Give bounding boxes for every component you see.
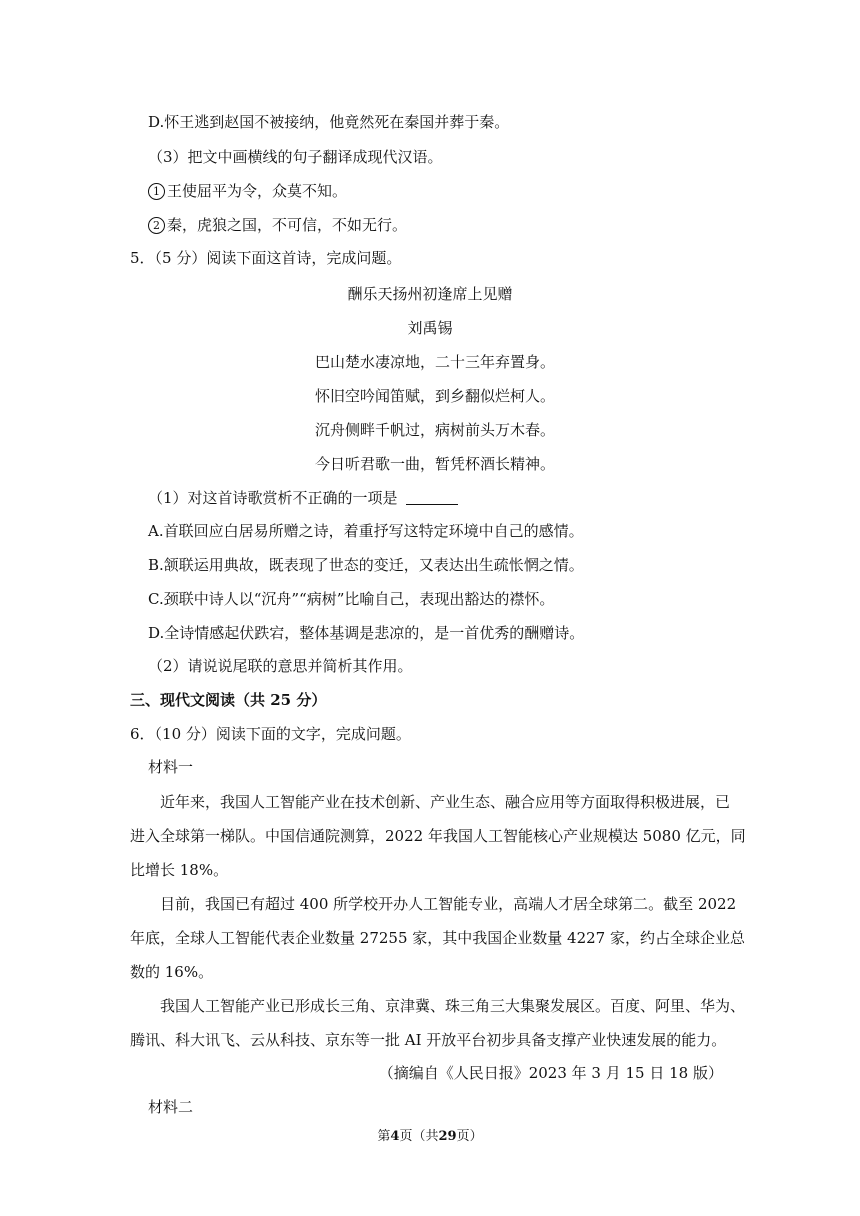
footer-mid: 页（共: [399, 1129, 439, 1144]
poem-title: 酬乐天扬州初逢席上见赠: [347, 285, 513, 303]
poem-line: 怀旧空吟闻笛赋，到乡翻似烂柯人。: [315, 387, 556, 405]
source-citation: （摘编自《人民日报》2023 年 3 月 15 日 18 版）: [378, 1064, 723, 1082]
answer-blank: [406, 490, 458, 505]
q5-stem: 5．（5 分）阅读下面这首诗，完成问题。: [130, 249, 402, 267]
poem-line: 沉舟侧畔千帆过，病树前头万木春。: [315, 421, 556, 439]
q4-sentence-1-text: 王使屈平为令，众莫不知。: [167, 182, 348, 200]
material-2-label: 材料二: [148, 1098, 194, 1116]
page-number: 4: [390, 1129, 400, 1144]
q5-sub-question-1: [148, 488, 458, 508]
q4-sentence-1: [148, 181, 347, 201]
footer-prefix: 第: [377, 1129, 391, 1144]
material-1-label: 材料一: [148, 758, 194, 776]
paragraph-line: 进入全球第一梯队。中国信通院测算，2022 年我国人工智能核心产业规模达 5080 亿元，同: [130, 827, 746, 845]
q5-option-c: C.颈联中诗人以“沉舟”“病树”比喻自己，表现出豁达的襟怀。: [148, 590, 555, 608]
paragraph-line: 我国人工智能产业已形成长三角、京津冀、珠三角三大集聚发展区。百度、阿里、华为、: [160, 997, 746, 1015]
q4-option-d: D.怀王逃到赵国不被接纳，他竟然死在秦国并葬于秦。: [148, 113, 510, 131]
paragraph-line: 年底，全球人工智能代表企业数量 27255 家，其中我国企业数量 4227 家，约占全球企业总: [130, 929, 745, 947]
q5-sub-question-1-text: （1）对这首诗歌赏析不正确的一项是: [148, 489, 398, 507]
poem-line: 巴山楚水凄凉地，二十三年弃置身。: [315, 353, 556, 371]
paragraph-line: 腾讯、科大讯飞、云从科技、京东等一批 AI 开放平台初步具备支撑产业快速发展的能力。: [130, 1031, 727, 1049]
q5-option-d: D.全诗情感起伏跌宕，整体基调是悲凉的，是一首优秀的酬赠诗。: [148, 624, 585, 642]
q4-sentence-2-text: 秦，虎狼之国，不可信，不如无行。: [167, 216, 408, 234]
q6-stem: 6．（10 分）阅读下面的文字，完成问题。: [130, 725, 411, 743]
poem-line: 今日听君歌一曲，暂凭杯酒长精神。: [315, 455, 556, 473]
q4-sub-question-3: （3）把文中画横线的句子翻译成现代汉语。: [148, 148, 443, 166]
circled-number-1: 1: [148, 183, 165, 200]
page-footer: [0, 1128, 860, 1146]
paragraph-line: 数的 16%。: [130, 963, 214, 981]
paragraph-line: 目前，我国已有超过 400 所学校开办人工智能专业，高端人才居全球第二。截至 2022: [160, 895, 737, 913]
page-total: 29: [438, 1129, 457, 1144]
q5-option-b: B.颔联运用典故，既表现了世态的变迁，又表达出生疏怅惘之情。: [148, 556, 584, 574]
footer-suffix: 页）: [456, 1129, 483, 1144]
q4-sentence-2: [148, 215, 407, 235]
q5-sub-question-2: （2）请说说尾联的意思并简析其作用。: [148, 657, 413, 675]
poem-author: 刘禹锡: [407, 319, 453, 337]
q5-option-a: A.首联回应白居易所赠之诗，着重抒写这特定环境中自己的感情。: [148, 522, 584, 540]
paragraph-line: 近年来，我国人工智能产业在技术创新、产业生态、融合应用等方面取得积极进展，已: [160, 793, 731, 811]
section-heading: 三、现代文阅读（共 25 分）: [130, 691, 327, 709]
paragraph-line: 比增长 18%。: [130, 861, 229, 879]
circled-number-2: 2: [148, 217, 165, 234]
